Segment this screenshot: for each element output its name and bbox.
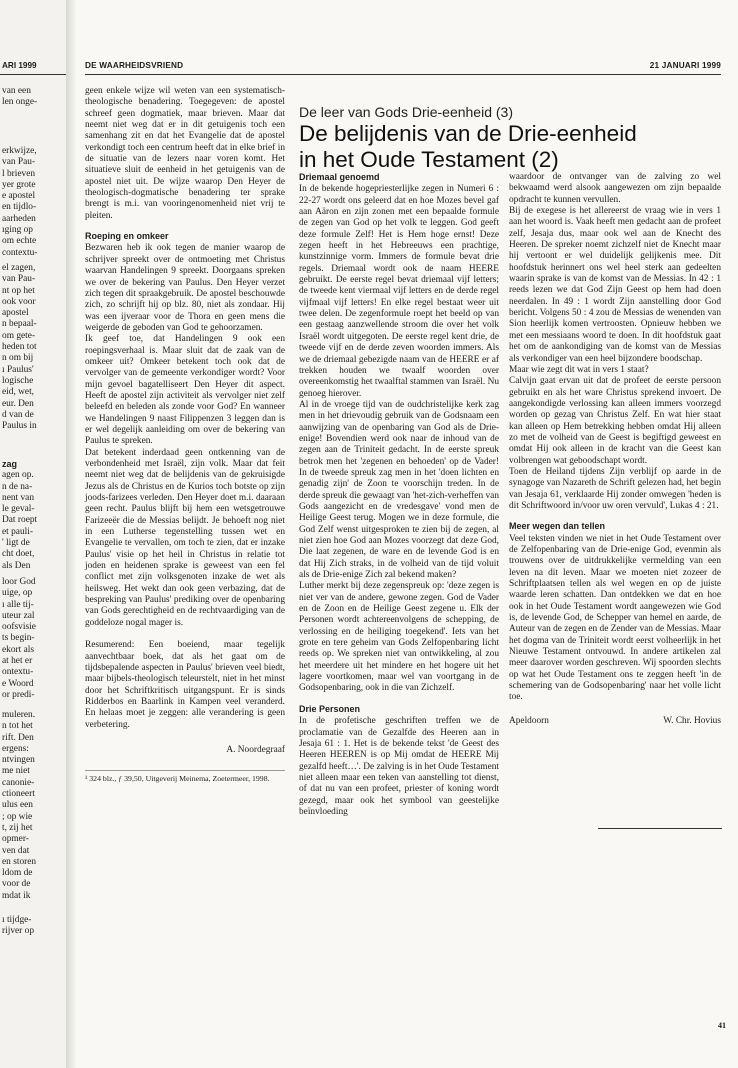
text-line: van Pau- [2,274,36,285]
section-heading: Driemaal genoemd [299,172,380,182]
section-heading: Roeping en omkeer [85,231,169,242]
previous-page-block [2,146,64,259]
title-line: in het Oude Testament (2) [299,146,559,172]
paragraph: Dat betekent inderdaad geen ontkenning van de verbondenheid met Israël, zijn volk. Maar dat feit neemt niet weg dat de belijdenis van de gekruisigde Jezus als de Christus en de Kurios toch botste op zijn joods-farizees verleden. Den Heyer doet m.i. daaraan geen recht. Paulus blijft bij hem een wetsgetrouwe Farizeeër die de Messias belijdt. Je behoeft nog niet in een Lutherse tegenstelling tussen wet en Evangelie te vervallen, om toch te zien, dat er inzake Paulus' visie op het heil in Christus in relatie tot joden en heidenen sprake is geweest van een fel conflict met zijn volksgenoten inzake de wet als heilsweg. Het wekt dan ook geen verbazing, dat de bespreking van Paulus' prediking over de openbaring van Gods gerechtigheid en de rechtvaardiging van de goddeloze nogal mager is. [85,447,285,628]
text-line: ı tijdge- [2,915,32,925]
text-line: mdat ik [2,890,31,901]
section-heading: Meer wegen dan tellen [509,521,606,532]
previous-page-block [2,915,64,938]
text-line: van Pau- [2,157,36,168]
paragraph: Ik geef toe, dat Handelingen 9 ook een roepingsverhaal is. Maar sluit dat de zaak van de omkeer uit? Omkeer betekent toch ook dat de vervolger van de gemeente verkondiger wordt? Voor mijn gevoel bagatelliseert Den Heyer dit aspect. Heeft de apostel zijn activiteit als vervolger niet zelf beleefd en beleden als zonde voor God? En wanneer we Handelingen 9 naast Filippenzen 3 leggen dan is er wel degelijk aanleiding om over de bekering van Paulus te spreken. [85,334,285,447]
text-line: contextu- [2,247,38,258]
paragraph: Al in de vroege tijd van de oudchristelijke kerk zag men in het drievoudig gebruik van de Godsnaam een aanwijzing van de openbaring van God als de Drie-enige! Bovendien werd ook naar de inhoud van de zegen aan de Triniteit gedacht. In de eerste spreuk betrok men het 'zegenen en behoeden' op de Vader! In de tweede spreuk zag men in het 'doen lichten en genadig zijn' de Zoon te voorschijn treden. In de derde spreuk die gewaagt van 'het-zich-verheffen van Gods aangezicht en de vredesgave' vond men de Heilige Geest terug. Mogen we in deze formule, die God Zelf wenst uitgesproken te zien bij de zegen, al niet zien hoe God aan Mozes voorzegt dat deze God, Die laat zegenen, de ware en de levende God is en dat Hij Zich straks, in de volheid van de tijd voluit als de Drie-enige Zich zal bekend maken? [299,399,499,581]
article-title [299,121,719,172]
previous-page-fragment [0,0,66,1068]
text-line: ergens: [2,743,29,754]
text-line: uteur zal [2,610,35,621]
text-line: om echte [2,236,37,247]
text-line: apostel [2,308,29,319]
text-line: ; op wie [2,811,33,822]
text-line: n om bij [2,353,34,364]
text-line: ı alle tij- [2,599,34,610]
text-line: ook voor [2,296,36,307]
text-line: t, zij het [2,822,33,833]
paragraph: In de bekende hogepriesterlijke zegen in Numeri 6 : 22-27 wordt ons geleerd dat en hoe Mozes bevel gaf aan Aäron en zijn zonen met een bepaalde formule de zegen van God op het volk te leggen. God geeft deze formule Zelf! Het is Hem hoge ernst! Deze zegen heeft in het Hebreeuws een prachtige, kunstzinnige vorm. Immers de formule bevat drie regels. Driemaal wordt ook de naam HEERE gebruikt. De eerste regel bevat driemaal vijf letters; de tweede kent viermaal vijf letters en de derde regel vijfmaal vijf letters! En elke regel bestaat weer uit twee delen. De zegenformule roept het beeld op van een gestaag aanzwellende stroom die over het volk Israël wordt uitgegoten. De eerste regel kent drie, de tweede vijf en de derde zeven woorden immers. Als we de driemaal gebezigde naam van de HEERE er af trekken houden we twaalf woorden over overeenkomstig het twaalftal stammen van Israël. Nu genoeg hierover. [299,184,499,399]
text-line: om gete- [2,330,36,341]
text-line: ts begin- [2,633,35,644]
text-line: Dat roept [2,515,38,526]
paragraph: Veel teksten vinden we niet in het Oude Testament over de Zelfopenbaring van de Drie-enige God, evenmin als trouwens over de uitdrukkelijke vermelding van een leven na dit leven. Maar we moeten niet zozeer de Schriftplaatsen tellen als wel wegen en op de juiste waarde leren schatten. Dan ontdekken we dat en hoe ook in het Oude Testament wordt aangewezen wie God is, de levende God, de Schepper van hemel en aarde, de Auteur van de zegen en de Zender van de Messias. Maar het dogma van de Triniteit wordt eerst volheerlijk in het Nieuwe Testament ontvouwd. In andere artikelen zal meer daarover worden geschreven. Wij spoorden slechts op wat het Oude Testament ons te zeggen heeft 'in de schemering van de Godsopenbaring' naar het volle licht toe. [509,533,721,703]
text-line: et pauli- [2,526,33,537]
publication-name: DE WAARHEIDSVRIEND [85,61,184,70]
section-heading: Drie Personen [299,703,361,714]
paragraph: In de profetische geschriften treffen we de proclamatie van de Gezalfde des Heeren aan in Jesaja 61 : 1. Het is de bekende tekst 'de Geest des Heeren HEEREN is op Mij omdat de HEERE Mij gezalfd heeft…'. De zalving is in het Oude Testament niet alleen maar een teken van aanstelling tot dienst, of dat nu van een profeet, priester of koning wordt gezegd, maar ook het symbool van geestelijke beïnvloeding [299,716,499,817]
previous-page-block [2,86,64,109]
text-line: aarheden [2,213,36,224]
article-end-rule [598,828,722,829]
previous-page-block [2,710,64,902]
text-line: ntvingen [2,755,35,766]
paragraph: Luther merkt bij deze zegenspreuk op: 'deze zegen is niet ver van de andere, gewone zegen. God de Vader en de Zoon en de Heilige Geest zegene u. Elk der Personen wordt achtereenvolgens de schepping, de verlossing en de heiliging toegekend'. Iets van het grote en tere geheim van Gods Zelfopenbaring licht reeds op. We spreken niet van ontwikkeling, al zou het meerdere uit het mindere en het hogere uit het lagere voortkomen, maar wel van voortgang in de Godsopenbaring, ook in die van Zichzelf. [299,581,499,694]
signature-author: W. Chr. Hovius [663,715,721,726]
section-heading: zag [2,459,18,469]
paragraph: Resumerend: Een boeiend, maar tegelijk aanvechtbaar boek, dat als het gaat om de tijdsbepalende aspecten in Paulus' brieven veel biedt, maar bijbels-theologisch teleurstelt, niet in het minst door het Schriftkritisch uitgangspunt. Er is sinds Ridderbos en Baarlink in Kampen veel veranderd. En helaas moet je zeggen: alle verandering is geen verbetering. [85,640,285,730]
article-kicker: De leer van Gods Drie-eenheid (3) [299,104,513,120]
newspaper-page [76,0,738,1068]
text-line: muleren. [2,710,36,720]
paragraph: Calvijn gaat ervan uit dat de profeet de eerste persoon gebruikt en als het ware Christus sprekend invoert. De aangekondigde verlossing kan alleen immers voorzegd worden op gezag van Christus Zelf. En wat hier staat kan alleen op Hem betrekking hebben omdat Hij alleen zo met de volheid van de Geest is begiftigd geweest en omdat Hij ook alleen in de kracht van die Geest kan volbrengen wat geboodschapt wordt. [509,376,721,466]
paragraph: Bezwaren heb ik ook tegen de manier waarop de schrijver spreekt over de ontmoeting met Christus waarvan Handelingen 9 spreekt. Doorgaans spreken we over de bekering van Paulus. Den Heyer verzet zich tegen dit spraakgebruik. De apostel beschouwde zich, zo schrijft hij op blz. 80, niet als zondaar. Hij was een ijveraar voor de Thora en geen mens die weigerde de geboden van God te gehoorzamen. [85,243,285,333]
text-line: at het er [2,656,33,667]
text-line: ' ligt de [2,538,30,549]
text-line: als Den [2,560,31,571]
text-line: me niet [2,766,30,777]
review-column [85,86,285,784]
text-line: ekort als [2,644,35,655]
text-line: Paulus in [2,421,37,432]
text-line: ctioneert [2,789,35,800]
title-line: De belijdenis van de Drie-eenheid [299,121,637,146]
text-line: ven dat [2,845,30,856]
text-line: rijver op [2,926,35,937]
text-line: n tot het [2,721,33,732]
text-line: nent van [2,492,35,503]
previous-page-block [2,577,64,701]
text-line: ulus een [2,800,33,811]
text-line: en tijdlo- [2,202,37,213]
text-line: agen op. [2,470,34,481]
text-line: cht doet, [2,549,35,560]
text-line: ıging op [2,225,33,236]
text-line: heden tot [2,342,37,353]
previous-page-block [2,263,64,432]
previous-page-header: ARI 1999 [2,61,37,70]
paragraph: waardoor de ontvanger van de zalving zo wel bekwaamd werd alsook aangewezen om zijn bepaalde opdracht te kunnen vervullen. [509,172,721,205]
text-line: le geval- [2,504,35,515]
page-gutter [66,0,76,1068]
paragraph: Bij de exegese is het allereerst de vraag wie in vers 1 aan het woord is. Vaak heeft men gedacht aan de profeet zelf, Jesaja dus, maar ook wel aan de Knecht des Heeren. De spreker noemt zichzelf niet de Knecht maar hij vertoont er wel duidelijk gelijkenis mee. Dit hoofdstuk herinnert ons wel heel sterk aan gedeelten waarin sprake is van de komst van de Messias. In 42 : 1 reeds lezen we dat God Zijn Geest op hem had doen neerdalen. In 49 : 1 wordt Zijn aanstelling door God bericht. Volgens 50 : 4 zou de Messias de wenenden van Sion heerlijk komen vertroosten. Opnieuw hebben we met een messiaans woord te doen. In dit hoofdstuk gaat het om de aankondiging van de komst van de Messias als verkondiger van een heel bijzondere boodschap. [509,206,721,364]
text-line: opmer- [2,834,29,845]
text-line: canonie- [2,777,35,788]
text-line: ontextu- [2,667,34,678]
text-line: ı Paulus' [2,364,34,375]
header-rule [85,74,721,75]
text-line: e apostel [2,191,36,202]
text-line: l brieven [2,168,36,179]
text-line: en storen [2,856,37,867]
text-line: n de na- [2,481,33,492]
text-line: len onge- [2,97,38,108]
page-number: 41 [718,1021,726,1030]
text-line: rift. Den [2,732,34,743]
text-line: el zagen, [2,263,36,273]
text-line: nt op het [2,285,35,296]
text-line: yer grote [2,179,36,190]
text-line: erkwijze, [2,146,37,156]
text-line: ldom de [2,868,33,879]
review-signature: A. Noordegraaf [226,744,285,755]
text-line: d van de [2,409,34,420]
text-line: n bepaal- [2,319,37,330]
paragraph: geen enkele wijze wil weten van een systematisch-theologische benadering. Toegegeven: de apostel schreef geen dogmatiek, maar brieven. Maar dat neemt niet weg dat er in dit getuigenis toch een samenhang zit en dat het Evangelie dat de apostel verkondigt toch een centrum heeft dat in elke brief in de situatie van de lezers naar voren komt. Het situatieve sluit de eenheid in het getuigenis van de apostel niet uit. De wijze waarop Den Heyer de theologisch-dogmatische benadering ter sprake brengt is m.i. van vooringenomenheid niet vrij te pleiten. [85,86,285,221]
paragraph: Toen de Heiland tijdens Zijn verblijf op aarde in de synagoge van Nazareth de Schrift gelezen had, het begin van Jesaja 61, verklaarde Hij zonder omwegen 'heden is dit Schriftwoord in/voor uw oren vervuld', Lukas 4 : 21. [509,466,721,511]
text-line: oofsvisie [2,622,36,633]
article-column-2 [509,172,721,727]
previous-page-rule [0,74,66,75]
signature-place: Apeldoorn [509,715,549,726]
text-line: e Woord [2,678,34,689]
text-line: eid, wet, [2,387,35,398]
article-column-1 [299,172,499,818]
paragraph: Maar wie zegt dit wat in vers 1 staat? [509,364,649,375]
text-line: or predi- [2,689,35,700]
text-line: voor de [2,879,31,890]
previous-page-block [2,459,64,572]
text-line: loor God [2,577,36,587]
article-signature [509,716,721,727]
footnote: ¹ 324 blz., ƒ 39,50, Uitgeverij Meinema, Zoetermeer, 1998. [85,770,285,784]
text-line: van een [2,86,31,96]
issue-date: 21 JANUARI 1999 [649,61,721,70]
text-line: logische [2,375,34,386]
text-line: uige, op [2,588,33,599]
text-line: eur. Den [2,398,34,409]
